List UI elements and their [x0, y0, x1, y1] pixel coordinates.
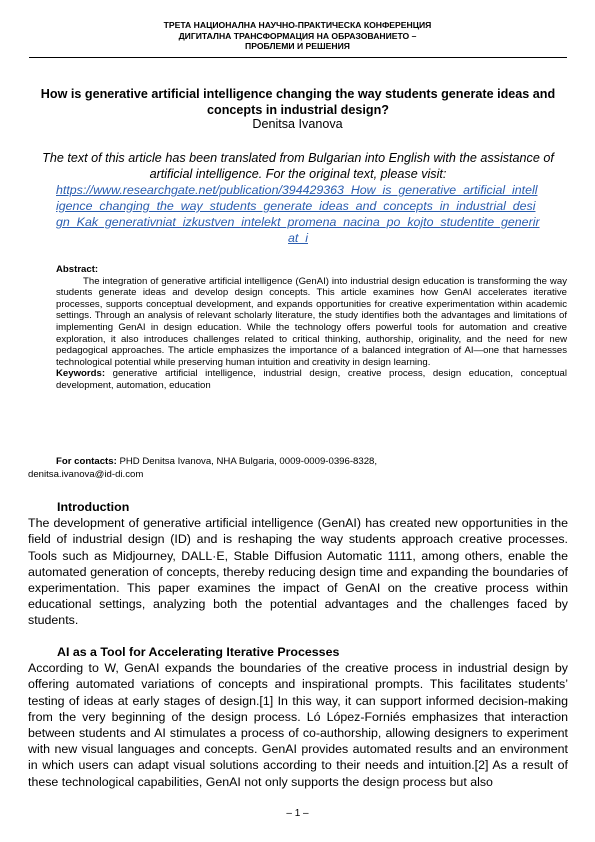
- conference-header: [0, 20, 595, 52]
- contacts-email: denitsa.ivanova@id-di.com: [28, 468, 144, 480]
- original-article-link[interactable]: https://www.researchgate.net/publication/394429363_How_is_generative_artificial_intelligence_changing_the_way_students_generate_ideas_and_concepts_in_industrial_design_Kak_generativniat_izkustven_intelekt_promena_nacina_po_kojto_studentite_generirat_i: [56, 183, 540, 245]
- contacts-block: [28, 456, 567, 482]
- keywords-line: [56, 368, 567, 391]
- header-rule: [29, 57, 567, 58]
- contacts-line-1: [28, 456, 567, 469]
- abstract-label: Abstract:: [56, 264, 99, 275]
- contacts-label: For contacts:: [56, 456, 117, 467]
- iterative-heading: AI as a Tool for Accelerating Iterative Processes: [57, 645, 340, 659]
- introduction-section: [28, 499, 568, 629]
- contacts-details: PHD Denitsa Ivanova, NHA Bulgaria, 0009-0009-0396-8328,: [119, 456, 378, 467]
- translation-note: The text of this article has been translated from Bulgarian into English with the assistance of artificial intelligence. For the original text, please visit:: [42, 151, 554, 181]
- introduction-text: The development of generative artificial intelligence (GenAI) has created new opportunities in the field of industrial design (ID) and is reshaping the way students approach creative processes. Tools such as Midjourney, DALL·E, Stable Diffusion Automatic 1111, among others, enable the automated generation of concepts, thereby reducing design time and expanding the boundaries of experimentation. This paper examines the impact of GenAI on the creative process within educational settings, analyzing both the potential advantages and the challenges faced by students.: [28, 516, 568, 628]
- abstract-block: [56, 264, 567, 392]
- header-line-2: ДИГИТАЛНА ТРАНСФОРМАЦИЯ НА ОБРАЗОВАНИЕТО –: [178, 30, 417, 41]
- abstract-text: The integration of generative artificial intelligence (GenAI) into industrial design education is transforming the way students generate ideas and develop design concepts. This article examines how GenAI accelerates iterative processes, supports conceptual development, and expands opportunities for creative experimentation within academic settings. Through an analysis of relevant scholarly literature, the study identifies both the advantages and limitations of implementing GenAI in design education. While the technology offers powerful tools for automation and creative exploration, it also introduces challenges related to critical thinking, authorship, originality, and the need for new pedagogical approaches. The article emphasizes the importance of a balanced integration of AI—one that harnesses technological potential while preserving human intuition and creativity in design learning.: [56, 275, 567, 368]
- paper-title: How is generative artificial intelligence changing the way students generate ideas and concepts in industrial design?: [40, 87, 556, 117]
- keywords-label: Keywords:: [56, 368, 106, 380]
- keywords-text: generative artificial intelligence, industrial design, creative process, design education, conceptual development, automation, education: [56, 368, 568, 391]
- iterative-text: According to W, GenAI expands the boundaries of the creative process in industrial design by offering automated variations of concepts and inspirational prompts. This facilitates students’ testing of ideas at early stages of design.[1] In this way, it can support informed decision-making from the very beginning of the design process. Ló López-Forniés emphasizes that interaction between students and AI stimulates a process of co-authorship, allowing designers to experiment with new visual languages and concepts. GenAI provides automated results and an environment in which users can adapt visual solutions according to their needs and intuition.[2] As a result of these technological capabilities, GenAI not only supports the design process but also: [28, 661, 568, 789]
- header-line-1: ТРЕТА НАЦИОНАЛНА НАУЧНО-ПРАКТИЧЕСКА КОНФЕРЕНЦИЯ: [163, 20, 432, 30]
- iterative-section: [28, 644, 568, 790]
- author-name: Denitsa Ivanova: [252, 117, 343, 131]
- introduction-heading: Introduction: [57, 500, 130, 514]
- header-line-3: ПРОБЛЕМИ И РЕШЕНИЯ: [245, 41, 350, 52]
- page-number: – 1 –: [286, 808, 309, 819]
